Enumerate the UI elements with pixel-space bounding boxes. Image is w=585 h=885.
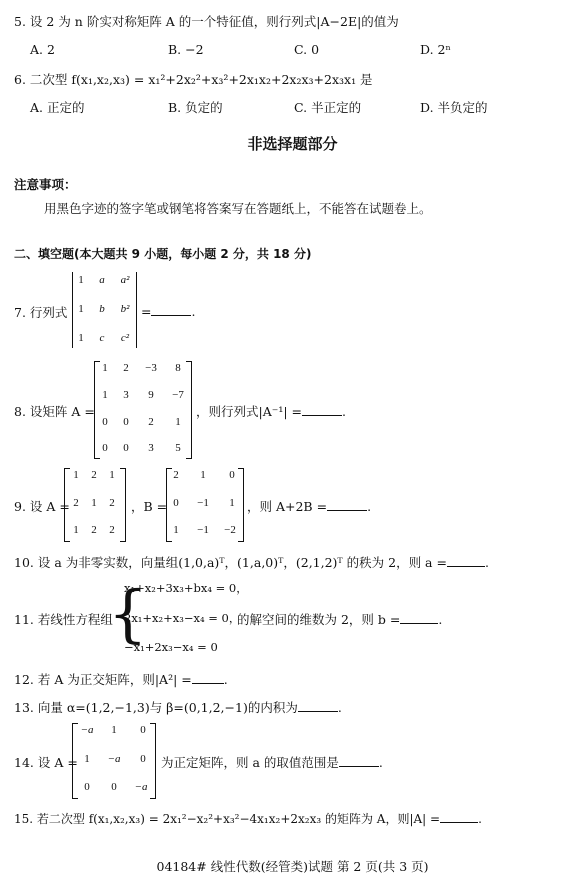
- q9-b-cell: −1: [197, 497, 209, 509]
- q9-mid: ，B =: [131, 499, 168, 514]
- q8-bracket-right: [186, 361, 192, 459]
- q9-a-cell: 1: [73, 469, 79, 481]
- q5-text: 设 2 为 n 阶实对称矩阵 A 的一个特征值，则行列式|A−2E|的值为: [29, 14, 399, 29]
- page-footer: 04184# 线性代数(经管类)试题 第 2 页(共 3 页): [156, 859, 429, 874]
- q8-cell: 0: [123, 442, 129, 454]
- q12-answer-blank[interactable]: [192, 671, 224, 684]
- q8-cell: 0: [102, 442, 108, 454]
- q12: 12. 若 A 为正交矩阵，则|A²| = .: [14, 672, 228, 687]
- q8-cell: 3: [148, 442, 154, 454]
- q9-a-cell: 2: [73, 497, 79, 509]
- q10-text: 10. 设 a 为非零实数，向量组(1,0,a)ᵀ，(1,a,0)ᵀ，(2,1,2)ᵀ 的秩为 2，则 a =: [14, 555, 447, 570]
- q7-cell: c: [99, 332, 105, 344]
- q5-option-a: A. 2: [30, 42, 55, 57]
- q7-cell: b²: [120, 303, 130, 315]
- q9-a-cell: 2: [91, 469, 97, 481]
- q7-answer: = .: [141, 304, 196, 319]
- q9-a-cell: 1: [109, 469, 115, 481]
- q14-prefix: 14. 设 A =: [14, 755, 78, 770]
- q6-option-a: A. 正定的: [30, 100, 85, 115]
- q9-a-bracket-right: [120, 468, 126, 542]
- q14-cell: −a: [80, 724, 94, 736]
- q9-b-cell: 0: [173, 497, 179, 509]
- q6-stem: 6. 二次型 f(x₁,x₂,x₃) = x₁²+2x₂²+x₃²+2x₁x₂+2x₂x₃+2x₃x₁ 是: [14, 72, 373, 87]
- q7-cell: a: [99, 274, 105, 286]
- q7-cell: b: [99, 303, 105, 315]
- q14-cell: 0: [111, 781, 117, 793]
- q8-cell: −7: [172, 389, 184, 401]
- q13: 13. 向量 α=(1,2,−1,3)与 β=(0,1,2,−1)的内积为 .: [14, 700, 342, 715]
- q8-answer-blank[interactable]: [302, 403, 342, 416]
- section-title: 非选择题部分: [247, 135, 338, 153]
- q8-cell: 1: [102, 389, 108, 401]
- q10: 10. 设 a 为非零实数，向量组(1,0,a)ᵀ，(1,a,0)ᵀ，(2,1,2)ᵀ 的秩为 2，则 a = .: [14, 555, 489, 570]
- q14-cell: 0: [84, 781, 90, 793]
- q5-option-b: B. −2: [168, 42, 204, 57]
- q5-option-c: C. 0: [294, 42, 320, 57]
- q6-option-c: C. 半正定的: [294, 100, 362, 115]
- q8-cell: −3: [145, 362, 157, 374]
- q7-cell: c²: [120, 332, 130, 344]
- q8-cell: 2: [123, 362, 129, 374]
- q15-answer-blank[interactable]: [440, 810, 478, 823]
- q13-text: 13. 向量 α=(1,2,−1,3)与 β=(0,1,2,−1)的内积为: [14, 700, 298, 715]
- q11-prefix: 11. 若线性方程组: [14, 612, 113, 627]
- notice-body: 用黑色字迹的签字笔或钢笔将答案写在答题纸上，不能答在试题卷上。: [44, 201, 432, 216]
- q14-cell: 1: [84, 753, 90, 765]
- q8-cell: 1: [175, 416, 181, 428]
- q8-prefix: 8. 设矩阵 A =: [14, 404, 95, 419]
- q9-a-cell: 1: [73, 524, 79, 536]
- q9-b-cell: 0: [229, 469, 235, 481]
- q11-brace: {: [108, 577, 148, 650]
- q8-cell: 9: [148, 389, 154, 401]
- q7-answer-blank[interactable]: [151, 303, 191, 316]
- q14-answer: 为正定矩阵，则 a 的取值范围是 .: [161, 755, 383, 770]
- q8-cell: 2: [148, 416, 154, 428]
- part2-heading: 二、填空题(本大题共 9 小题，每小题 2 分，共 18 分): [14, 247, 312, 261]
- q15: 15. 若二次型 f(x₁,x₂,x₃) = 2x₁²−x₂²+x₃²−4x₁x₂+2x₂x₃ 的矩阵为 A，则|A| = .: [14, 812, 482, 826]
- q9-prefix: 9. 设 A =: [14, 499, 70, 514]
- q9-a-cell: 2: [91, 524, 97, 536]
- q9-a-cell: 2: [109, 524, 115, 536]
- q14-cell: −a: [107, 753, 121, 765]
- q7-cell: 1: [78, 303, 84, 315]
- q14-cell: 1: [111, 724, 117, 736]
- q11-eq-1: x₁+x₂+3x₃+bx₄ = 0，: [124, 581, 248, 595]
- q6-option-b: B. 负定的: [168, 100, 223, 115]
- q9-a-cell: 1: [91, 497, 97, 509]
- q5-stem: 5. 设 2 为 n 阶实对称矩阵 A 的一个特征值，则行列式|A−2E|的值为: [14, 14, 399, 29]
- q11-eq-2: 2x₁+x₂+x₃−x₄ = 0，: [124, 611, 241, 625]
- notice-heading: 注意事项：: [14, 177, 77, 192]
- q14-answer-blank[interactable]: [339, 754, 379, 767]
- q9-b-cell: 2: [173, 469, 179, 481]
- q9-answer: ，则 A+2B = .: [247, 499, 372, 514]
- q9-answer-blank[interactable]: [327, 498, 367, 511]
- q8-cell: 1: [102, 362, 108, 374]
- q7-cell: 1: [78, 332, 84, 344]
- q11-answer-blank[interactable]: [400, 611, 438, 624]
- q10-answer-blank[interactable]: [447, 554, 485, 567]
- q9-b-cell: 1: [200, 469, 206, 481]
- q9-b-cell: 1: [173, 524, 179, 536]
- q14-cell: −a: [134, 781, 148, 793]
- q7-det-right-bar: [136, 272, 137, 348]
- q6-text: 二次型 f(x₁,x₂,x₃) = x₁²+2x₂²+x₃²+2x₁x₂+2x₂x₃+2x₃x₁ 是: [29, 72, 373, 87]
- q8-cell: 0: [123, 416, 129, 428]
- q13-answer-blank[interactable]: [298, 699, 338, 712]
- q14-cell: 0: [140, 753, 146, 765]
- q8-cell: 5: [175, 442, 181, 454]
- q9-b-cell: 1: [229, 497, 235, 509]
- q7-cell: 1: [78, 274, 84, 286]
- q12-text: 12. 若 A 为正交矩阵，则|A²| =: [14, 672, 192, 687]
- q9-b-cell: −2: [224, 524, 236, 536]
- q14-cell: 0: [140, 724, 146, 736]
- q9-a-cell: 2: [109, 497, 115, 509]
- q7-prefix: 7. 行列式: [14, 305, 68, 320]
- q11-eq-3: −x₁+2x₃−x₄ = 0: [124, 640, 218, 654]
- q15-text: 15. 若二次型 f(x₁,x₂,x₃) = 2x₁²−x₂²+x₃²−4x₁x₂+2x₂x₃ 的矩阵为 A，则|A| =: [14, 812, 441, 826]
- q6-option-d: D. 半负定的: [420, 100, 488, 115]
- q8-cell: 8: [175, 362, 181, 374]
- q8-cell: 0: [102, 416, 108, 428]
- q7-cell: a²: [120, 274, 130, 286]
- q8-answer: ，则行列式|A⁻¹| = .: [196, 404, 346, 419]
- q5-option-d: D. 2ⁿ: [420, 42, 451, 57]
- q11-answer: 的解空间的维数为 2，则 b = .: [237, 612, 443, 627]
- q9-b-cell: −1: [197, 524, 209, 536]
- q8-cell: 3: [123, 389, 129, 401]
